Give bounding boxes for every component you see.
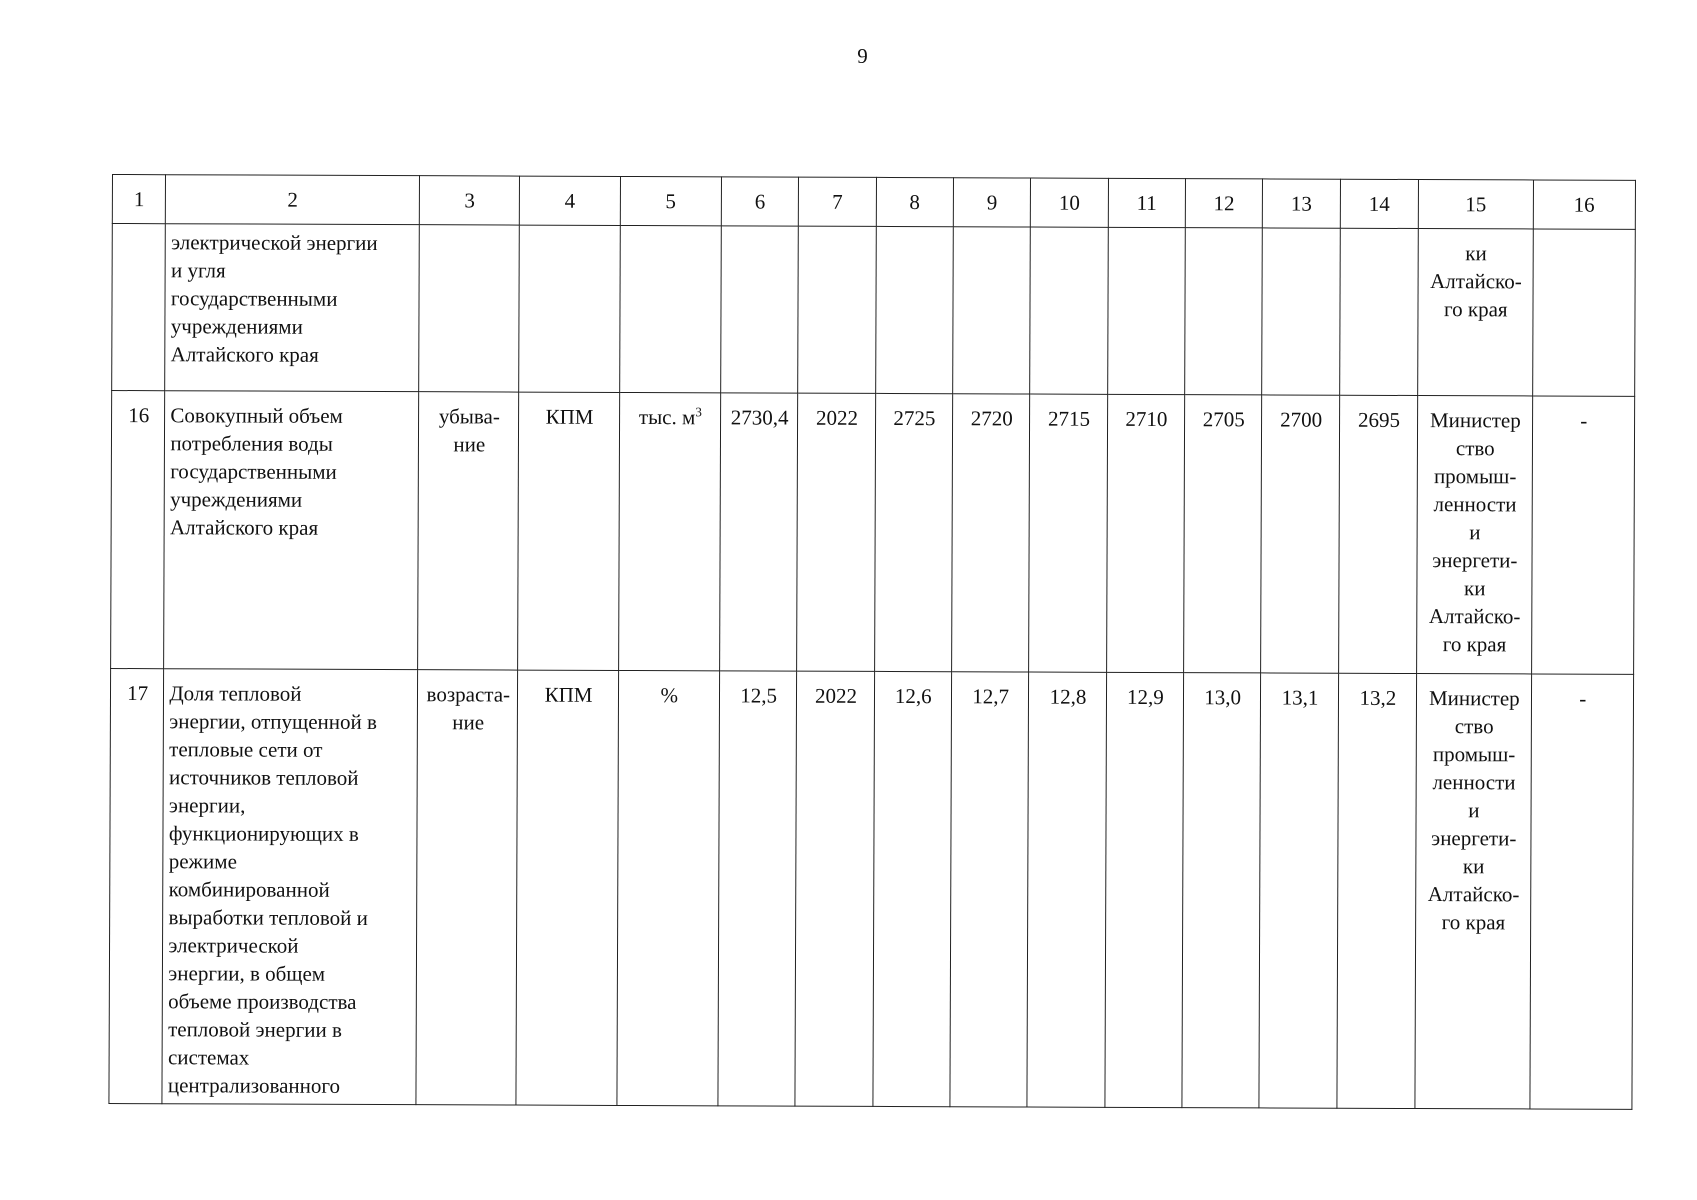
column-number-header: 10 [1031,178,1109,227]
responsible-line: ство [1454,714,1494,739]
empty-cell [798,226,876,393]
indicator-name-line: Доля тепловой [169,681,302,706]
value-cell: 2725 [874,393,952,671]
direction-line: ние [453,432,486,457]
unit-text: тыс. м [638,405,696,430]
column-number-header: 8 [876,177,954,226]
unit-cell [618,392,720,670]
responsible-line: Министер [1428,686,1520,711]
index-cell: 17 [109,668,164,1103]
table-row-16 [111,391,1635,675]
column-number-header: 15 [1418,180,1533,229]
base-year-cell: 2022 [797,393,875,671]
indicator-name-line: функционирующих в [168,821,359,846]
column-number-header: 4 [520,176,620,225]
value-cell: 12,9 [1105,672,1184,1107]
column-number-header: 2 [166,175,420,225]
responsible-line: ки [1463,576,1486,601]
empty-cell [619,225,721,392]
direction-cell [418,392,519,670]
empty-cell [953,227,1031,394]
empty-cell [1107,227,1185,394]
column-number-header: 14 [1340,179,1419,228]
source-cell: КПМ [518,392,619,670]
column-number-header: 11 [1108,178,1186,227]
responsible-line: Министер [1429,408,1521,433]
responsible-line: Алтайско- [1428,604,1521,629]
empty-cell [875,226,953,393]
index-cell [112,224,166,391]
index-cell: 16 [111,391,165,669]
responsible-line: Алтайско- [1430,269,1522,294]
value-cell: 13,0 [1182,673,1261,1108]
indicator-name-line: комбинированной [168,877,330,902]
value-cell: 2695 [1338,395,1418,673]
column-number-header: 9 [953,178,1031,227]
indicator-name-line: и угля [170,258,226,283]
indicator-name-line: режиме [168,849,237,874]
responsible-line: го края [1444,297,1508,322]
column-number-row [112,175,1635,230]
value-cell: 2720 [952,394,1030,672]
responsible-line: энергети- [1431,826,1517,851]
responsible-line: го края [1441,910,1506,935]
empty-cell [721,226,799,393]
unit-cell: % [617,670,720,1105]
value-cell: 2705 [1184,395,1262,673]
source-cell: КПМ [516,670,618,1105]
column-number-header: 1 [112,175,166,224]
responsible-line: промыш- [1432,742,1516,767]
indicator-name-line: Алтайского края [169,515,319,540]
indicator-name-line: государственными [170,286,338,311]
responsible-cell [1417,396,1532,674]
indicator-name-line: энергии, [168,793,246,818]
responsible-line: Алтайско- [1427,882,1520,907]
empty-cell [1262,228,1340,395]
indicator-name-line: энергии, в общем [168,961,326,986]
value-cell: 13,1 [1259,673,1338,1108]
direction-cell [416,670,518,1105]
unit-superscript: 3 [695,404,702,420]
responsible-line: и [1469,520,1481,545]
empty-cell [1532,229,1635,396]
direction-line: возраста- [426,682,511,707]
indicator-name-line: потребления воды [170,431,333,456]
responsible-line: ленности [1433,492,1517,517]
direction-line: ние [452,710,485,735]
indicator-name-line: тепловые сети от [169,737,323,762]
responsible-line: ки [1462,854,1485,879]
responsible-line: ленности [1432,770,1516,795]
direction-line: убыва- [438,404,500,429]
empty-cell [519,225,620,392]
column-number-header: 7 [799,177,877,226]
indicator-name-line: централизованного [167,1073,341,1098]
value-cell: 13,2 [1337,673,1417,1108]
responsible-line: промыш- [1433,464,1517,489]
column-number-header: 5 [620,176,721,225]
indicator-name-cell [162,669,417,1105]
indicator-name-cell [165,224,419,392]
page-number: 9 [857,44,868,68]
indicator-name-line: объеме производства [168,989,357,1014]
value-cell: 2710 [1106,394,1184,672]
responsible-line: энергети- [1432,548,1518,573]
empty-cell [1185,228,1263,395]
base-year-cell: 2022 [795,671,874,1106]
responsible-line: го края [1442,632,1507,657]
col16-cell: - [1529,674,1633,1109]
column-number-header: 6 [721,177,799,226]
value-cell: 2700 [1261,395,1339,673]
indicator-name-line: учреждениями [170,487,303,512]
empty-cell [1339,228,1418,395]
indicator-name-line: электрической [168,933,299,958]
empty-cell [419,225,520,392]
col16-cell: - [1531,396,1635,674]
indicator-name-line: Совокупный объем [170,403,343,428]
responsible-line: ки [1465,241,1487,266]
indicator-name-line: Алтайского края [170,342,319,367]
indicator-name-line: государственными [170,459,337,484]
indicator-name-line: выработки тепловой и [168,905,368,930]
base-value-cell: 12,5 [718,671,797,1106]
responsible-line: ство [1455,436,1495,461]
value-cell: 12,6 [873,671,952,1106]
column-number-header: 3 [420,176,520,225]
column-number-header: 12 [1185,179,1263,228]
indicator-name-line: источников тепловой [169,765,359,790]
indicator-name-line: энергии, отпущенной в [169,709,378,735]
column-number-header: 13 [1263,179,1341,228]
column-number-header: 16 [1533,180,1636,229]
responsible-line: и [1468,798,1480,823]
indicator-name-line: системах [167,1045,250,1070]
responsible-cell [1415,674,1531,1109]
value-cell: 12,7 [950,672,1029,1107]
responsible-cell [1418,229,1533,396]
base-value-cell: 2730,4 [720,393,798,671]
value-cell: 2715 [1029,394,1107,672]
table-row-17 [109,668,1634,1109]
table-row-continuation [112,224,1636,397]
indicator-name-line: тепловой энергии в [168,1017,342,1042]
indicator-name-cell [164,391,419,670]
value-cell: 12,8 [1027,672,1106,1107]
empty-cell [1030,227,1108,394]
indicator-table [108,174,1636,1110]
indicator-name-line: учреждениями [170,314,303,339]
indicator-name-line: электрической энергии [171,230,378,256]
